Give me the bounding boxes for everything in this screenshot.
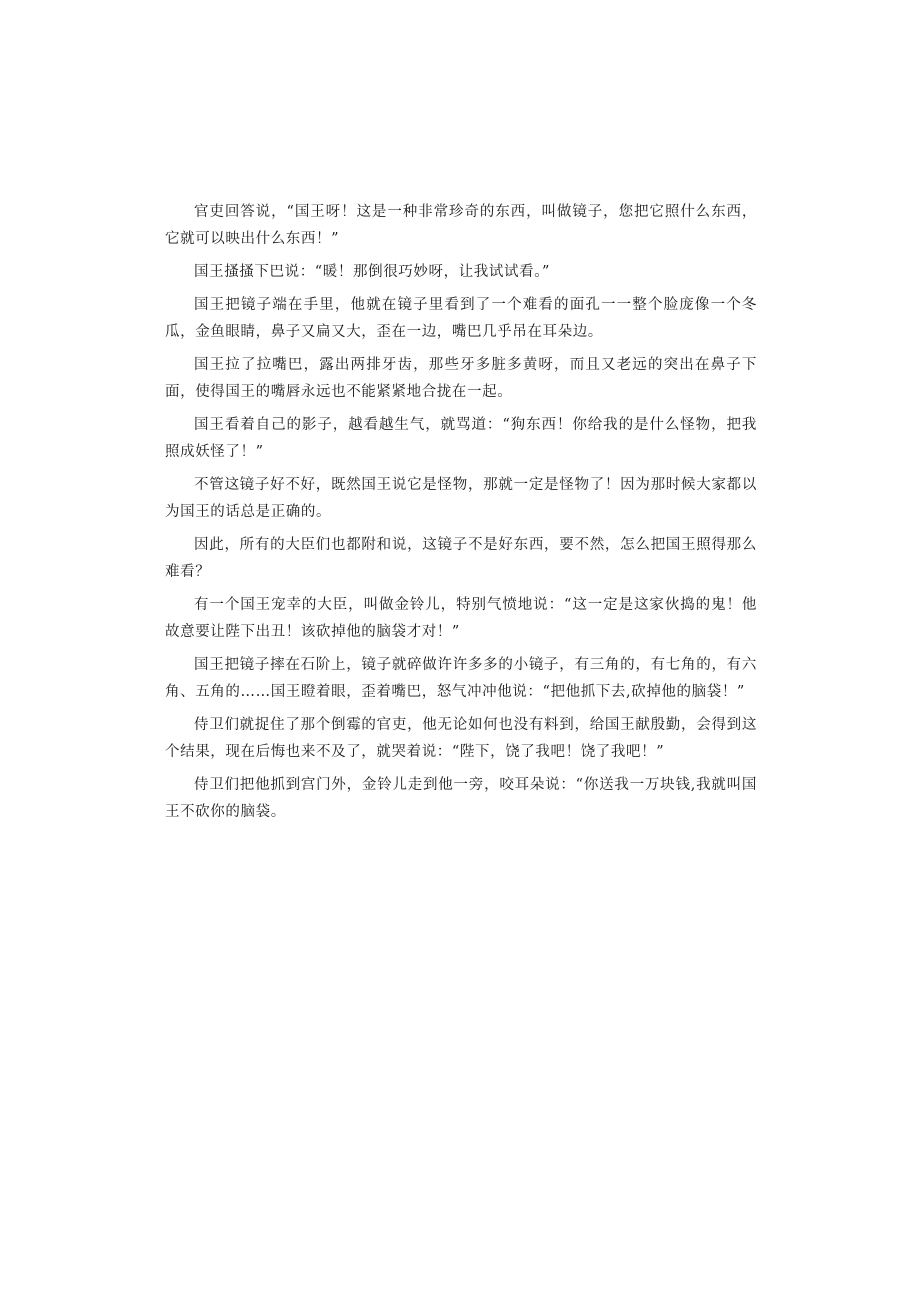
paragraph-2: 国王搔搔下巴说：“暖！那倒很巧妙呀，让我试试看。” [194, 264, 551, 280]
paragraph-11: 侍卫们把他抓到宫门外，金铃儿走到他一旁，咬耳朵说：“你送我一万块钱,我就叫国王不砍你的脑袋。 [165, 777, 757, 820]
paragraph-4: 国王拉了拉嘴巴，露出两排牙齿，那些牙多脏多黄呀，而且又老远的突出在鼻子下面，使得国王的嘴唇永远也不能紧紧地合拢在一起。 [165, 357, 757, 400]
paragraph-1: 官吏回答说，“国王呀！这是一种非常珍奇的东西，叫做镜子，您把它照什么东西，它就可以映出什么东西！” [165, 204, 757, 247]
paragraph-7: 因此，所有的大臣们也都附和说，这镜子不是好东西，要不然，怎么把国王照得那么难看？ [165, 537, 757, 580]
paragraph-8: 有一个国王宠幸的大臣，叫做金铃儿，特别气愤地说：“这一定是这家伙捣的鬼！他故意要让陛下出丑！该砍掉他的脑袋才对！” [165, 597, 757, 640]
story-text [165, 199, 757, 832]
paragraph-6: 不管这镜子好不好，既然国王说它是怪物，那就一定是怪物了！因为那时候大家都以为国王的话总是正确的。 [165, 477, 757, 520]
paragraph-3: 国王把镜子端在手里，他就在镜子里看到了一个难看的面孔一一整个脸庞像一个冬瓜，金鱼眼睛，鼻子又扁又大，歪在一边，嘴巴几乎吊在耳朵边。 [165, 297, 757, 340]
paragraph-9: 国王把镜子摔在石阶上，镜子就碎做许许多多的小镜子，有三角的，有七角的，有六角、五角的……国王瞪着眼，歪着嘴巴，怒气冲冲他说：“把他抓下去,砍掉他的脑袋！” [165, 657, 757, 700]
paragraph-5: 国王看着自己的影子，越看越生气，就骂道：“狗东西！你给我的是什么怪物，把我照成妖怪了！” [165, 417, 757, 460]
paragraph-10: 侍卫们就捉住了那个倒霉的官吏，他无论如何也没有料到，给国王献殷勤，会得到这个结果，现在后悔也来不及了，就哭着说：“陛下，饶了我吧！饶了我吧！” [165, 717, 757, 760]
